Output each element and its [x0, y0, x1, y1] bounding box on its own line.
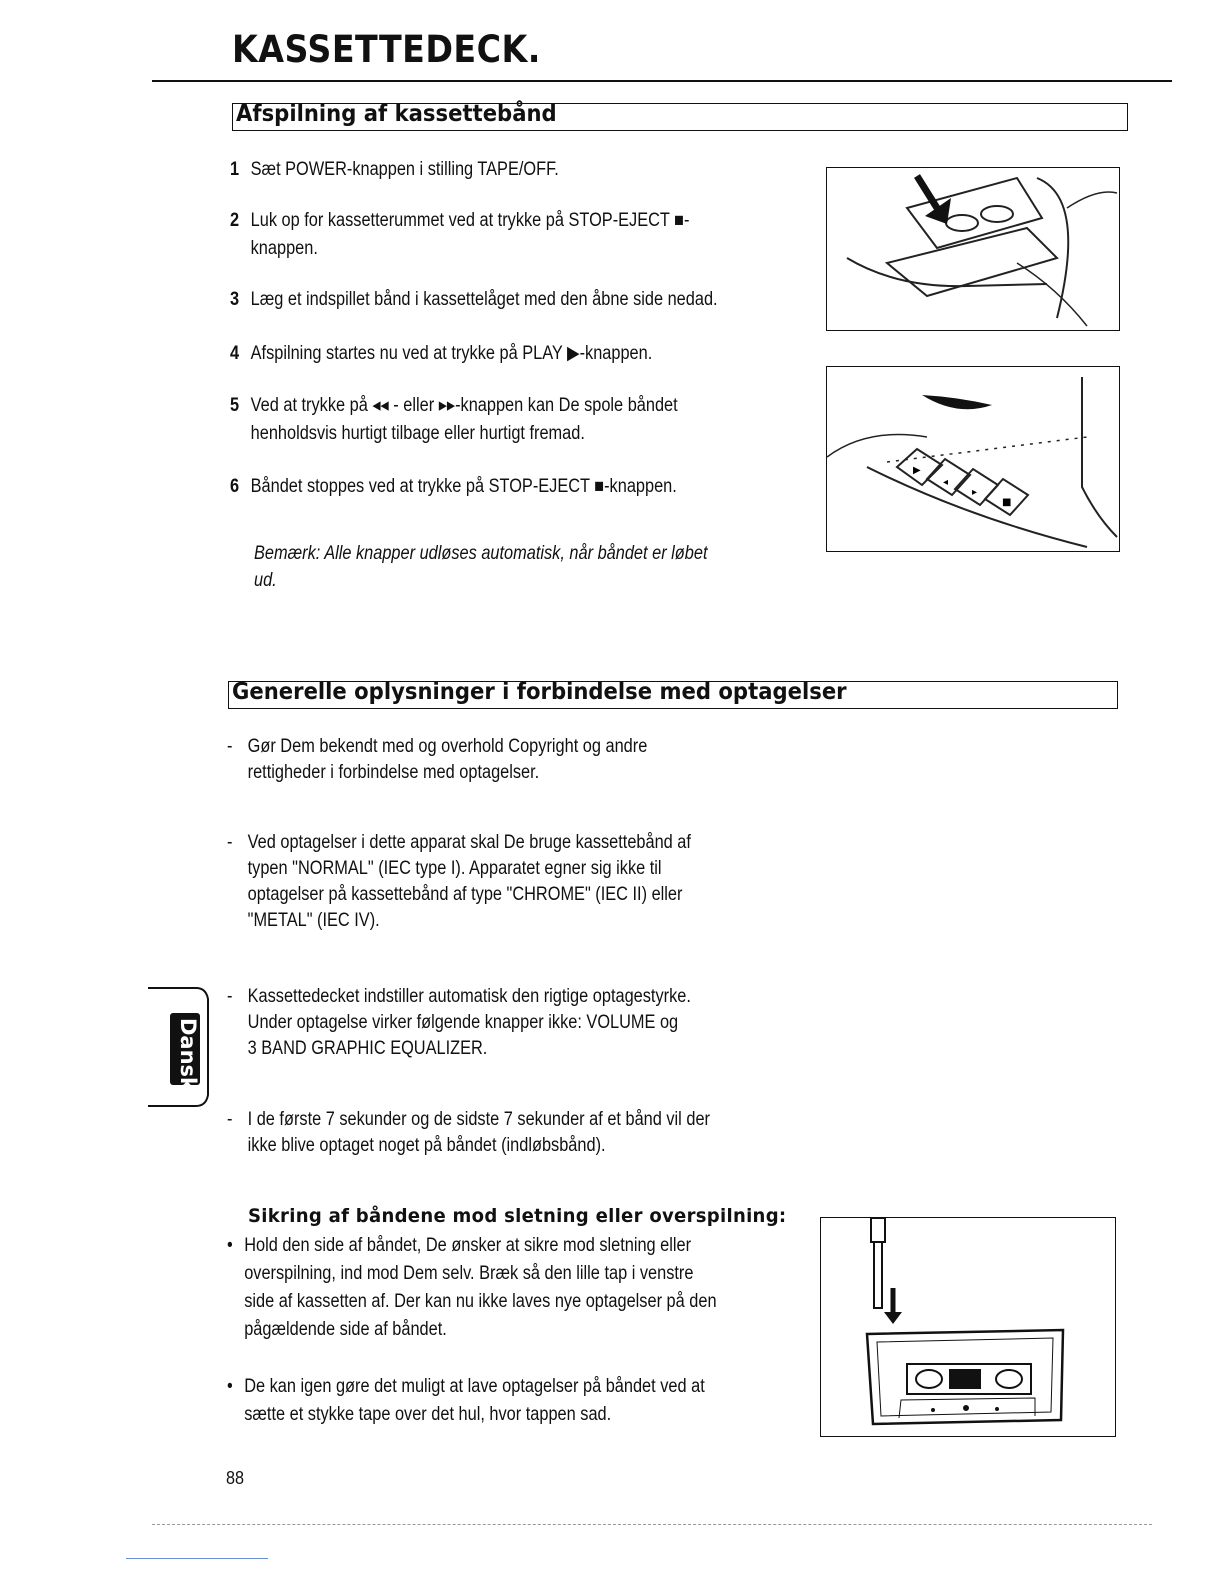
scan-artifact-line	[152, 1524, 1152, 1525]
bullet-text-line: De kan igen gøre det muligt at lave optagelser på båndet ved at	[244, 1376, 705, 1397]
item-text-line: typen "NORMAL" (IEC type I). Apparatet egner sig ikke til	[247, 858, 662, 879]
section-heading-recording-label: Generelle oplysninger i forbindelse med optagelser	[232, 679, 847, 705]
step-text: Afspilning startes nu ved at trykke på PLAY ▶-knappen.	[250, 343, 653, 364]
item-text-line: I de første 7 sekunder og de sidste 7 sekunder af et bånd vil der	[247, 1109, 710, 1130]
language-tab: Dansk	[176, 1018, 200, 1092]
playback-step-2	[230, 207, 780, 263]
step-text-line: Luk op for kassetterummet ved at trykke på STOP-EJECT ■-	[250, 210, 690, 231]
step-text-line: Ved at trykke på ◂◂ - eller ▸▸-knappen kan De spole båndet	[250, 395, 678, 416]
section-heading-playback-label: Afspilning af kassettebånd	[236, 101, 557, 127]
step-number: 3	[230, 289, 240, 310]
scan-artifact-blue-line	[126, 1558, 268, 1559]
step-number: 4	[230, 343, 240, 364]
svg-text:■: ■	[1002, 497, 1012, 508]
item-text-block	[248, 984, 691, 1062]
recording-item-auto-level	[227, 984, 829, 1068]
item-text-line: Kassettedecket indstiller automatisk den rigtige optagestyrke.	[247, 986, 691, 1007]
bullet-text-line: pågældende side af båndet.	[244, 1319, 447, 1340]
dash-mark: -	[227, 1109, 233, 1130]
step-text-block	[251, 207, 690, 263]
item-text-line: Gør Dem bekendt med og overhold Copyright og andre	[247, 736, 648, 757]
bullet-mark: •	[227, 1235, 233, 1256]
cassette-protect-illustration	[820, 1217, 1116, 1437]
playback-note	[254, 540, 708, 594]
recording-item-leader-tape	[227, 1107, 829, 1167]
protect-heading: Sikring af båndene mod sletning eller overspilning:	[248, 1205, 787, 1227]
svg-text:▸: ▸	[972, 487, 978, 498]
bullet-text-line: Hold den side af båndet, De ønsker at sikre mod sletning eller	[244, 1235, 692, 1256]
item-text-line: Under optagelse virker følgende knapper ikke: VOLUME og	[247, 1012, 679, 1033]
playback-step-3	[230, 286, 815, 314]
bullet-text-line: side af kassetten af. Der kan nu ikke laves nye optagelser på den	[244, 1291, 717, 1312]
cassette-insert-illustration	[826, 167, 1120, 331]
step-number: 5	[230, 395, 240, 416]
item-text-line: Ved optagelser i dette apparat skal De bruge kassettebånd af	[247, 832, 691, 853]
page-title: KASSETTEDECK.	[232, 28, 541, 71]
section-heading-recording	[228, 681, 1118, 709]
svg-text:◂: ◂	[943, 477, 949, 488]
page-number: 88	[226, 1468, 245, 1488]
playback-step-4	[230, 340, 780, 368]
cassette-protect-drawing	[821, 1218, 1114, 1435]
section-heading-playback	[232, 103, 1128, 131]
recording-item-tape-type	[227, 830, 829, 942]
protect-bullet-break-tab	[227, 1232, 829, 1344]
step-number: 1	[230, 159, 240, 180]
dash-mark: -	[227, 986, 233, 1007]
dash-mark: -	[227, 736, 233, 757]
bullet-text-block	[244, 1232, 716, 1344]
protect-bullet-tape-over	[227, 1373, 829, 1429]
step-text-line: knappen.	[250, 238, 318, 259]
step-text: Sæt POWER-knappen i stilling TAPE/OFF.	[250, 159, 559, 180]
item-text-block	[248, 734, 648, 786]
dash-mark: -	[227, 832, 233, 853]
step-text-line: henholdsvis hurtigt tilbage eller hurtigt fremad.	[250, 423, 585, 444]
note-line: ud.	[254, 570, 277, 591]
item-text-line: rettigheder i forbindelse med optagelser.	[247, 762, 540, 783]
bullet-text-line: sætte et stykke tape over det hul, hvor tappen sad.	[244, 1404, 612, 1425]
cassette-buttons-illustration	[826, 366, 1120, 552]
step-number: 2	[230, 210, 240, 231]
playback-step-6	[230, 473, 780, 501]
playback-step-5	[230, 392, 780, 448]
item-text-block	[248, 830, 691, 934]
step-text-block	[251, 392, 678, 448]
item-text-block	[248, 1107, 710, 1159]
svg-text:▶: ▶	[913, 465, 921, 476]
item-text-line: 3 BAND GRAPHIC EQUALIZER.	[247, 1038, 488, 1059]
title-rule	[152, 80, 1172, 82]
bullet-text-block	[244, 1373, 705, 1429]
bullet-mark: •	[227, 1376, 233, 1397]
step-number: 6	[230, 476, 240, 497]
bullet-text-line: overspilning, ind mod Dem selv. Bræk så den lille tap i venstre	[244, 1263, 694, 1284]
item-text-line: "METAL" (IEC IV).	[247, 910, 380, 931]
cassette-buttons-drawing	[827, 367, 1118, 550]
item-text-line: optagelser på kassettebånd af type "CHROME" (IEC II) eller	[247, 884, 683, 905]
cassette-insert-drawing	[827, 168, 1118, 329]
recording-item-copyright	[227, 734, 829, 794]
item-text-line: ikke blive optaget noget på båndet (indløbsbånd).	[247, 1135, 606, 1156]
playback-step-1	[230, 156, 780, 184]
step-text: Læg et indspillet bånd i kassettelåget med den åbne side nedad.	[250, 289, 718, 310]
step-text: Båndet stoppes ved at trykke på STOP-EJECT ■-knappen.	[250, 476, 677, 497]
note-line: Bemærk: Alle knapper udløses automatisk, når båndet er løbet	[254, 543, 708, 564]
